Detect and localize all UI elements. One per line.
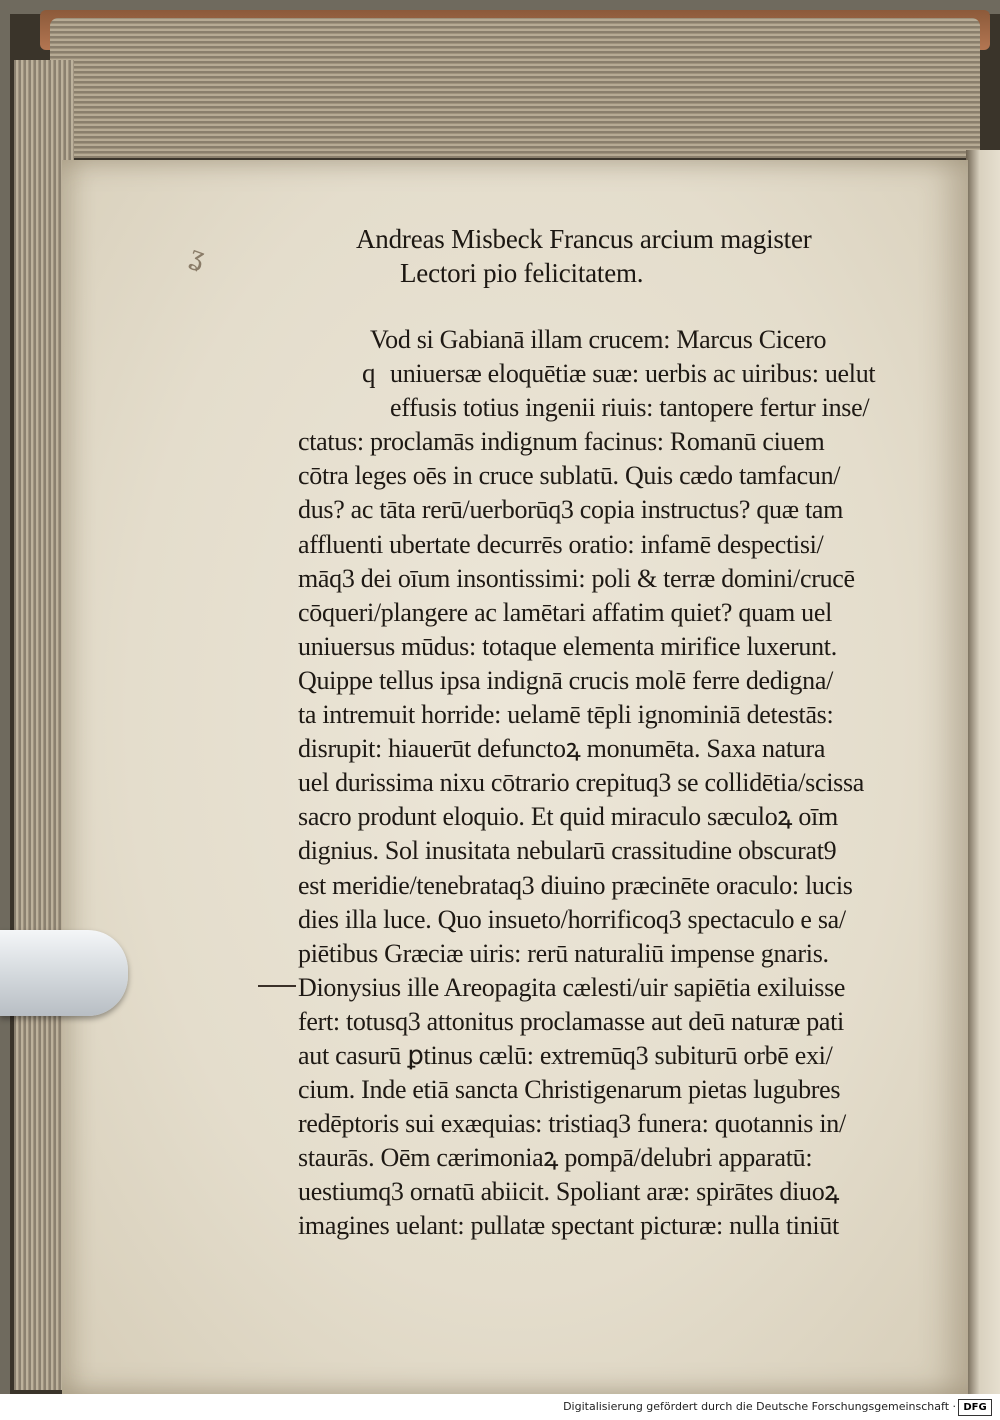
- page-heading: [356, 222, 856, 290]
- facing-page-edge: [966, 150, 1000, 1394]
- text-line: uel durissima nixu cōtrario crepituq3 se collidētia/scissa: [298, 768, 865, 798]
- text-line: ctatus: proclamās indignum facinus: Romanū ciuem: [298, 427, 825, 457]
- margin-pointer-line: [258, 985, 296, 987]
- text-line: affluenti ubertate decurrēs oratio: infamē despectisi/: [298, 529, 824, 559]
- footer-credit: Digitalisierung gefördert durch die Deutsche Forschungsgemeinschaft ·: [563, 1400, 956, 1413]
- page-holder-clip: [0, 930, 128, 1016]
- margin-ink-mark: ʓ: [185, 240, 210, 274]
- page-edges-top: [50, 18, 980, 158]
- text-line: cōqueri/plangere ac lamētari affatim quiet? quam uel: [298, 597, 832, 627]
- text-line: staurās. Oēm cærimoniaꝝ pompā/delubri apparatū:: [298, 1143, 813, 1173]
- text-line: dus? ac tāta rerū/uerborūq3 copia instructus? quæ tam: [298, 495, 844, 525]
- text-line: piētibus Græciæ uiris: rerū naturaliū impense gnaris.: [298, 938, 829, 968]
- heading-line-2: Lectori pio felicitatem.: [400, 258, 644, 288]
- body-text: [298, 323, 876, 1244]
- text-line: Quippe tellus ipsa indignā crucis molē ferre dedigna/: [298, 665, 833, 695]
- text-line: aut casurū ꝑtinus cælū: extremūq3 subiturū orbē exi/: [298, 1040, 833, 1070]
- text-line: cium. Inde etiā sancta Christigenarum pietas lugubres: [298, 1075, 841, 1105]
- text-line: ta intremuit horride: uelamē tēpli ignominiā detestās:: [298, 700, 834, 730]
- text-line: est meridie/tenebrataq3 diuino præcinēte oraculo: lucis: [298, 870, 853, 900]
- text-line: dies illa luce. Quo insueto/horrificoq3 spectaculo e sa/: [298, 904, 846, 934]
- text-line: dignius. Sol inusitata nebularū crassitudine obscurat9: [298, 836, 837, 866]
- text-line: disrupit: hiauerūt defunctoꝝ monumēta. Saxa natura: [298, 734, 826, 764]
- text-line: redēptoris sui exæquias: tristiaq3 funera: quotannis in/: [298, 1109, 846, 1139]
- heading-line-1: Andreas Misbeck Francus arcium magister: [356, 224, 812, 254]
- text-line: sacro produnt eloquio. Et quid miraculo sæculoꝝ oīm: [298, 802, 838, 832]
- text-line: fert: totusq3 attonitus proclamasse aut deū naturæ pati: [298, 1006, 844, 1036]
- text-line: uniuersus mūdus: totaque elementa mirifice luxerunt.: [298, 631, 837, 661]
- text-line: uestiumq3 ornatū abiicit. Spoliant aræ: spirātes diuoꝝ: [298, 1177, 840, 1207]
- text-line: effusis totius ingenii riuis: tantopere fertur inse/: [390, 393, 870, 423]
- text-line: uniuersæ eloquētiæ suæ: uerbis ac uiribus: uelut: [390, 359, 876, 389]
- footer-bar: [0, 1394, 1000, 1420]
- text-line: Dionysius ille Areopagita cælesti/uir sapiētia exiluisse: [298, 972, 846, 1002]
- guide-letter: q: [362, 358, 376, 388]
- dfg-logo: DFG: [958, 1399, 992, 1416]
- text-line: imagines uelant: pullatæ spectant picturæ: nulla tiniūt: [298, 1211, 839, 1241]
- text-line: māq3 dei oīum insontissimi: poli & terræ domini/crucē: [298, 563, 855, 593]
- text-line: Vod si Gabianā illam crucem: Marcus Cicero: [370, 325, 827, 354]
- text-line: cōtra leges oēs in cruce sublatū. Quis cædo tamfacun/: [298, 461, 841, 491]
